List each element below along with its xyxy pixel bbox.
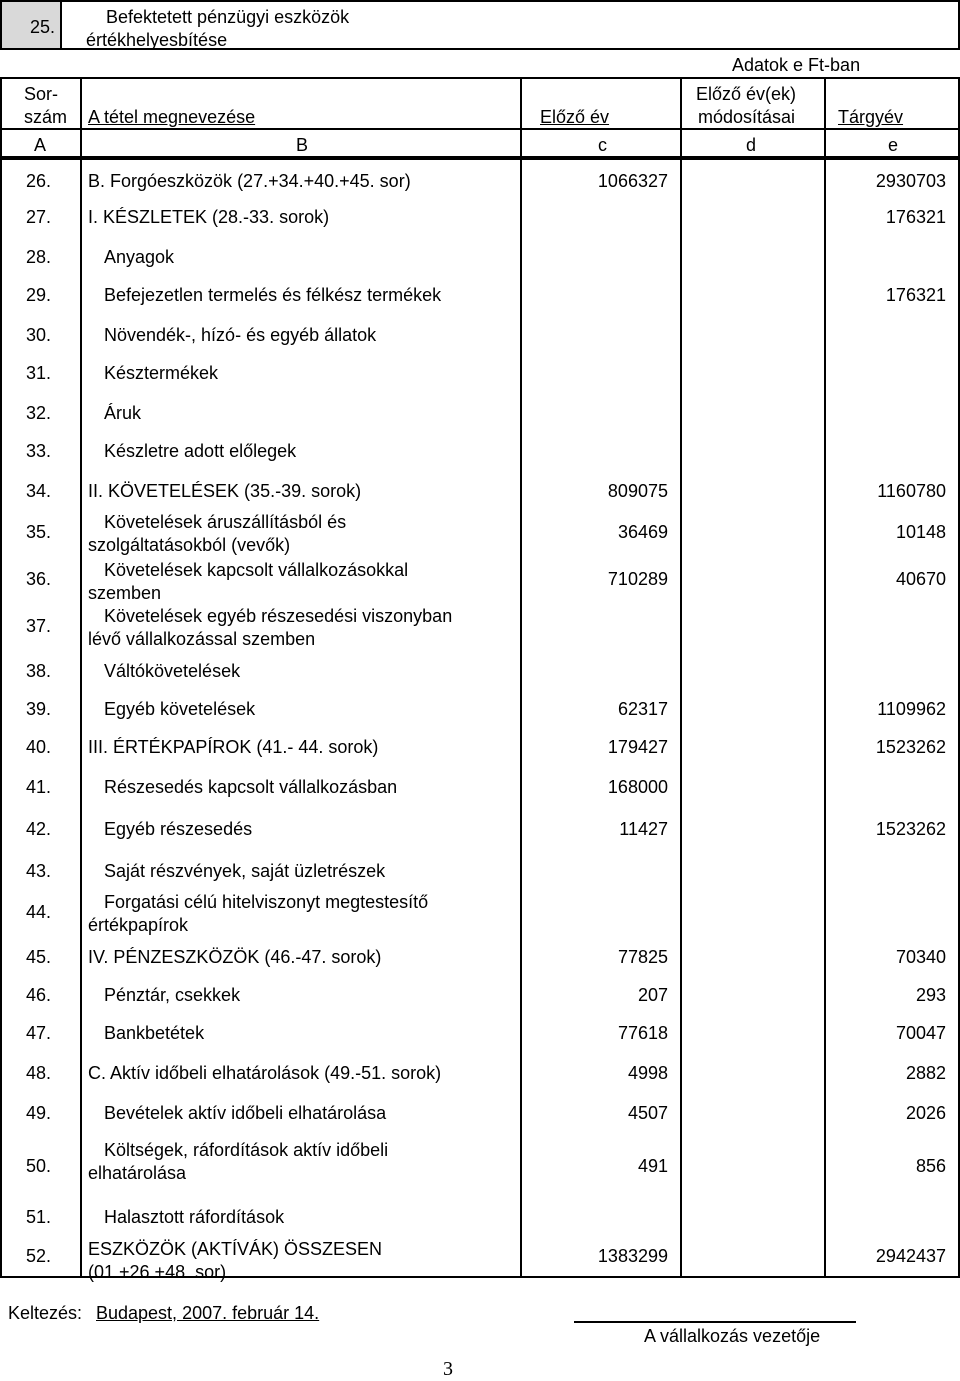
row-number-cell	[0, 766, 80, 808]
row-mod-cell	[680, 352, 824, 392]
row-curr-cell	[824, 766, 960, 808]
row-number: 47.	[26, 1023, 52, 1043]
row-mod-cell	[680, 556, 824, 602]
row-curr-cell	[824, 602, 960, 650]
row-curr-cell	[824, 1052, 960, 1092]
row-label: Követelések áruszállításból és	[104, 512, 347, 532]
row-curr-cell	[824, 726, 960, 766]
current-year-value: 2942437	[875, 1246, 946, 1266]
row-number: 27.	[26, 207, 52, 227]
row-number: 36.	[26, 569, 52, 589]
row-number-cell	[0, 1052, 80, 1092]
row-number: 37.	[26, 616, 52, 636]
table-row	[0, 808, 960, 850]
row-name-cell	[80, 1196, 520, 1236]
row-number: 43.	[26, 861, 52, 881]
previous-year-value: 77618	[617, 1023, 668, 1043]
previous-year-value: 491	[637, 1156, 668, 1176]
row-number-cell	[0, 726, 80, 766]
row-mod-cell	[680, 650, 824, 688]
row-label: Egyéb részesedés	[104, 819, 253, 839]
row-name-cell	[80, 1136, 520, 1196]
row-number-cell	[0, 850, 80, 888]
current-year-value: 40670	[895, 569, 946, 589]
row-mod-cell	[680, 274, 824, 314]
previous-year-value: 1066327	[597, 171, 668, 191]
row-number: 40.	[26, 737, 52, 757]
previous-year-value: 77825	[617, 947, 668, 967]
header-name: A tétel megnevezése	[80, 77, 520, 128]
row-number-cell	[0, 1092, 80, 1136]
table-row	[0, 556, 960, 602]
row-name-cell	[80, 314, 520, 352]
row-label: Saját részvények, saját üzletrészek	[104, 861, 386, 881]
row-mod-cell	[680, 1196, 824, 1236]
current-year-value: 10148	[895, 522, 946, 542]
row-name-cell	[80, 158, 520, 196]
row-curr-cell	[824, 392, 960, 430]
row-name-cell	[80, 1236, 520, 1282]
signature-label: A vállalkozás vezetője	[644, 1326, 821, 1346]
row-label: C. Aktív időbeli elhatárolások (49.-51. sorok)	[88, 1063, 442, 1083]
row-prev-cell	[520, 1136, 680, 1196]
current-year-value: 293	[915, 985, 946, 1005]
row-number: 48.	[26, 1063, 52, 1083]
row-number: 38.	[26, 661, 52, 681]
row-label: Készletre adott előlegek	[104, 441, 297, 461]
current-year-value: 1523262	[875, 819, 946, 839]
row-number-cell	[0, 430, 80, 470]
row-curr-cell	[824, 274, 960, 314]
row-name-cell	[80, 392, 520, 430]
row-number: 39.	[26, 699, 52, 719]
row-mod-cell	[680, 236, 824, 274]
previous-year-value: 710289	[607, 569, 668, 589]
row-mod-cell	[680, 1052, 824, 1092]
row-prev-cell	[520, 850, 680, 888]
row-mod-cell	[680, 1012, 824, 1052]
row-number: 34.	[26, 481, 52, 501]
row-prev-cell	[520, 236, 680, 274]
row-curr-cell	[824, 470, 960, 508]
date-label: Keltezés:	[8, 1303, 83, 1323]
row-prev-cell	[520, 650, 680, 688]
table-bottom-border	[0, 1276, 960, 1278]
row-label: IV. PÉNZESZKÖZÖK (46.-47. sorok)	[88, 947, 382, 967]
row-number-cell	[0, 236, 80, 274]
table-row	[0, 470, 960, 508]
row-number: 51.	[26, 1207, 52, 1227]
row-prev-cell	[520, 1196, 680, 1236]
row-number-cell: 25.	[0, 0, 60, 50]
table-row	[0, 236, 960, 274]
row-number: 31.	[26, 363, 52, 383]
row-curr-cell	[824, 556, 960, 602]
row-number-cell	[0, 1196, 80, 1236]
row-number-cell	[0, 808, 80, 850]
row-label: Váltókövetelések	[104, 661, 241, 681]
row-prev-cell	[520, 936, 680, 974]
current-year-value: 2026	[905, 1103, 946, 1123]
row-mod-cell	[680, 1136, 824, 1196]
row-name-cell	[80, 236, 520, 274]
header-curr: Tárgyév	[824, 77, 960, 128]
row-name-cell	[80, 936, 520, 974]
table-row	[0, 430, 960, 470]
row-name-cell	[80, 352, 520, 392]
row-mod-cell	[680, 1236, 824, 1276]
row-number-cell	[0, 974, 80, 1012]
table-row	[0, 1092, 960, 1136]
row-label: Részesedés kapcsolt vállalkozásban	[104, 777, 398, 797]
row-name-cell	[80, 602, 520, 650]
row-curr-cell	[824, 430, 960, 470]
row-prev-cell	[520, 158, 680, 196]
table-row	[0, 1052, 960, 1092]
row-label: Pénztár, csekkek	[104, 985, 241, 1005]
row-label: Növendék-, hízó- és egyéb állatok	[104, 325, 377, 345]
table-row	[0, 1012, 960, 1052]
row-prev-cell	[520, 196, 680, 236]
row-number: 42.	[26, 819, 52, 839]
row-curr-cell	[824, 974, 960, 1012]
row-name-cell	[80, 470, 520, 508]
row-name-cell	[80, 766, 520, 808]
letter-a: A	[34, 135, 47, 155]
row-mod-cell	[680, 726, 824, 766]
row-number-cell	[0, 470, 80, 508]
row-label: Költségek, ráfordítások aktív időbeli	[104, 1140, 389, 1160]
row-label: I. KÉSZLETEK (28.-33. sorok)	[88, 207, 330, 227]
row-mod-cell	[680, 888, 824, 936]
signature-line	[574, 1321, 856, 1323]
row-mod-cell	[680, 430, 824, 470]
previous-year-value: 207	[637, 985, 668, 1005]
table-row	[0, 766, 960, 808]
row-name-cell	[80, 430, 520, 470]
row-number: 29.	[26, 285, 52, 305]
row-prev-cell	[520, 314, 680, 352]
row-number-cell	[0, 556, 80, 602]
current-year-value: 2882	[905, 1063, 946, 1083]
row-mod-cell	[680, 392, 824, 430]
row-prev-cell	[520, 726, 680, 766]
table-row	[0, 508, 960, 556]
row-number: 46.	[26, 985, 52, 1005]
row-number-cell	[0, 602, 80, 650]
row-name-cell	[80, 726, 520, 766]
row-prev-cell	[520, 430, 680, 470]
row-label: Bevételek aktív időbeli elhatárolása	[104, 1103, 387, 1123]
row-prev-cell	[520, 1052, 680, 1092]
letter-e: e	[888, 135, 899, 155]
row-prev-cell	[520, 808, 680, 850]
current-year-value: 856	[915, 1156, 946, 1176]
current-year-value: 1160780	[877, 481, 946, 501]
row-name-cell	[80, 1052, 520, 1092]
letters-row	[0, 128, 960, 158]
row-number-cell	[0, 1012, 80, 1052]
row-curr-cell	[824, 850, 960, 888]
row-prev-cell	[520, 508, 680, 556]
row-number: 33.	[26, 441, 52, 461]
row-label: III. ÉRTÉKPAPÍROK (41.- 44. sorok)	[88, 737, 379, 757]
letter-d: d	[746, 135, 757, 155]
row-mod-cell	[680, 766, 824, 808]
row-label: Forgatási célú hitelviszonyt megtestesítő	[104, 892, 429, 912]
row-prev-cell	[520, 688, 680, 726]
row-curr-cell	[824, 352, 960, 392]
row-label-continued: értékpapírok	[88, 915, 189, 935]
row-curr-cell	[824, 936, 960, 974]
row-mod-cell	[680, 602, 824, 650]
row-number-cell	[0, 508, 80, 556]
row-label-continued: elhatárolása	[88, 1163, 187, 1183]
previous-year-value: 36469	[617, 522, 668, 542]
row-curr-cell	[824, 314, 960, 352]
row-mod-cell	[680, 974, 824, 1012]
row-label: Halasztott ráfordítások	[104, 1207, 285, 1227]
row-prev-cell	[520, 1092, 680, 1136]
current-year-value: 1109962	[877, 699, 946, 719]
row-number: 49.	[26, 1103, 52, 1123]
row-name-cell	[80, 688, 520, 726]
row-mod-cell	[680, 850, 824, 888]
row-prev-cell	[520, 1236, 680, 1276]
row-name-cell	[80, 1092, 520, 1136]
row-name-cell	[80, 196, 520, 236]
current-year-value: 176321	[885, 207, 946, 227]
row-prev-cell	[520, 556, 680, 602]
row-number-cell	[0, 314, 80, 352]
row-number: 45.	[26, 947, 52, 967]
row-prev-cell	[520, 888, 680, 936]
row-number-cell	[0, 352, 80, 392]
row-curr-cell	[824, 158, 960, 196]
current-year-value: 70340	[895, 947, 946, 967]
row-name-cell	[80, 850, 520, 888]
date-value: Budapest, 2007. február 14.	[96, 1303, 320, 1323]
table-row	[0, 936, 960, 974]
table-row	[0, 602, 960, 650]
row-curr-cell	[824, 1196, 960, 1236]
table-row	[0, 392, 960, 430]
table-row	[0, 650, 960, 688]
table-row	[0, 314, 960, 352]
row-number-cell	[0, 158, 80, 196]
row-curr-cell	[824, 1012, 960, 1052]
previous-year-value: 11427	[619, 819, 668, 839]
row-prev-cell	[520, 392, 680, 430]
row-number-cell	[0, 936, 80, 974]
row-curr-cell	[824, 650, 960, 688]
table-row	[0, 974, 960, 1012]
table-row	[0, 196, 960, 236]
row-label: Követelések egyéb részesedési viszonyban	[104, 606, 453, 626]
row-label-continued: szolgáltatásokból (vevők)	[88, 535, 291, 555]
row-prev-cell	[520, 352, 680, 392]
page-number: 3	[443, 1358, 453, 1380]
row-curr-cell	[824, 236, 960, 274]
row-prev-cell	[520, 974, 680, 1012]
row-number: 52.	[26, 1246, 52, 1266]
table-row	[0, 158, 960, 196]
previous-year-value: 4998	[627, 1063, 668, 1083]
row-curr-cell	[824, 808, 960, 850]
current-year-value: 176321	[885, 285, 946, 305]
row-prev-cell	[520, 766, 680, 808]
row-label: ESZKÖZÖK (AKTÍVÁK) ÖSSZESEN	[88, 1239, 383, 1259]
row-name-cell	[80, 650, 520, 688]
table-row	[0, 1136, 960, 1196]
header-mod: Előző év(ek) módosításai	[680, 77, 824, 128]
row-number-cell	[0, 1236, 80, 1276]
row-label: Befejezetlen termelés és félkész termékek	[104, 285, 442, 305]
table-row	[0, 0, 960, 50]
previous-year-value: 809075	[607, 481, 668, 501]
row-name-cell	[80, 274, 520, 314]
row-name-cell	[80, 888, 520, 936]
current-year-value: 2930703	[875, 171, 946, 191]
row-number-cell	[0, 688, 80, 726]
previous-year-value: 168000	[607, 777, 668, 797]
row-prev-cell	[520, 1012, 680, 1052]
row-prev-cell	[520, 274, 680, 314]
row-curr-cell	[824, 1092, 960, 1136]
row-number: 30.	[26, 325, 52, 345]
row-label-continued: lévő vállalkozással szemben	[88, 629, 316, 649]
row-prev-cell	[520, 602, 680, 650]
row-curr-cell	[824, 888, 960, 936]
current-year-value: 1523262	[875, 737, 946, 757]
table-row	[0, 688, 960, 726]
table-row	[0, 888, 960, 936]
row-number: 28.	[26, 247, 52, 267]
letter-b: B	[296, 135, 309, 155]
row-curr-cell	[824, 1136, 960, 1196]
row-label: Anyagok	[104, 247, 175, 267]
row-curr-cell	[824, 1236, 960, 1276]
row-number-cell	[0, 650, 80, 688]
row-label: Bankbetétek	[104, 1023, 205, 1043]
row-mod-cell	[680, 1092, 824, 1136]
row-name-cell	[80, 1012, 520, 1052]
row-name-cell	[80, 556, 520, 602]
row-label: Egyéb követelések	[104, 699, 256, 719]
row-number: 35.	[26, 522, 52, 542]
row-name-cell	[80, 974, 520, 1012]
previous-year-value: 179427	[607, 737, 668, 757]
row-number-cell	[0, 888, 80, 936]
row-number: 50.	[26, 1156, 52, 1176]
row-curr-cell	[824, 508, 960, 556]
row-name-cell	[80, 508, 520, 556]
row-number: 26.	[26, 171, 52, 191]
row-mod-cell	[680, 808, 824, 850]
row-mod-cell	[680, 688, 824, 726]
row-mod-cell	[680, 158, 824, 196]
row-number-cell	[0, 196, 80, 236]
row-name-cell	[80, 808, 520, 850]
table-row	[0, 1236, 960, 1282]
table-row	[0, 726, 960, 766]
current-year-value: 70047	[895, 1023, 946, 1043]
row-mod-cell	[680, 470, 824, 508]
table-row	[0, 352, 960, 392]
row-label: Késztermékek	[104, 363, 219, 383]
previous-year-value: 62317	[617, 699, 668, 719]
table-row	[0, 1196, 960, 1236]
table-row	[0, 850, 960, 888]
row-label-continued: szemben	[88, 583, 162, 603]
previous-year-value: 1383299	[597, 1246, 668, 1266]
previous-year-value: 4507	[627, 1103, 668, 1123]
row-label: II. KÖVETELÉSEK (35.-39. sorok)	[88, 481, 362, 501]
header-prev: Előző év	[520, 77, 680, 128]
row-number-cell	[0, 392, 80, 430]
header-sor: Sor- szám	[0, 77, 80, 128]
row-label: B. Forgóeszközök (27.+34.+40.+45. sor)	[88, 171, 411, 191]
row-label-continued: (01.+26.+48. sor)	[88, 1262, 227, 1282]
row-curr-cell	[824, 688, 960, 726]
row-mod-cell	[680, 314, 824, 352]
row-name-cell: Befektetett pénzügyi eszközök értékhelyesbítése	[60, 0, 960, 50]
row-number: 41.	[26, 777, 52, 797]
letter-c: c	[598, 135, 607, 155]
row-number-cell	[0, 1136, 80, 1196]
unit-note: Adatok e Ft-ban	[732, 55, 861, 75]
row-label: Áruk	[104, 403, 142, 423]
row-number-cell	[0, 274, 80, 314]
row-mod-cell	[680, 196, 824, 236]
row-prev-cell	[520, 470, 680, 508]
row-curr-cell	[824, 196, 960, 236]
row-mod-cell	[680, 936, 824, 974]
table-row	[0, 274, 960, 314]
row-number: 32.	[26, 403, 52, 423]
row-number: 44.	[26, 902, 52, 922]
row-mod-cell	[680, 508, 824, 556]
row-label: Követelések kapcsolt vállalkozásokkal	[104, 560, 409, 580]
header-row	[0, 77, 960, 128]
